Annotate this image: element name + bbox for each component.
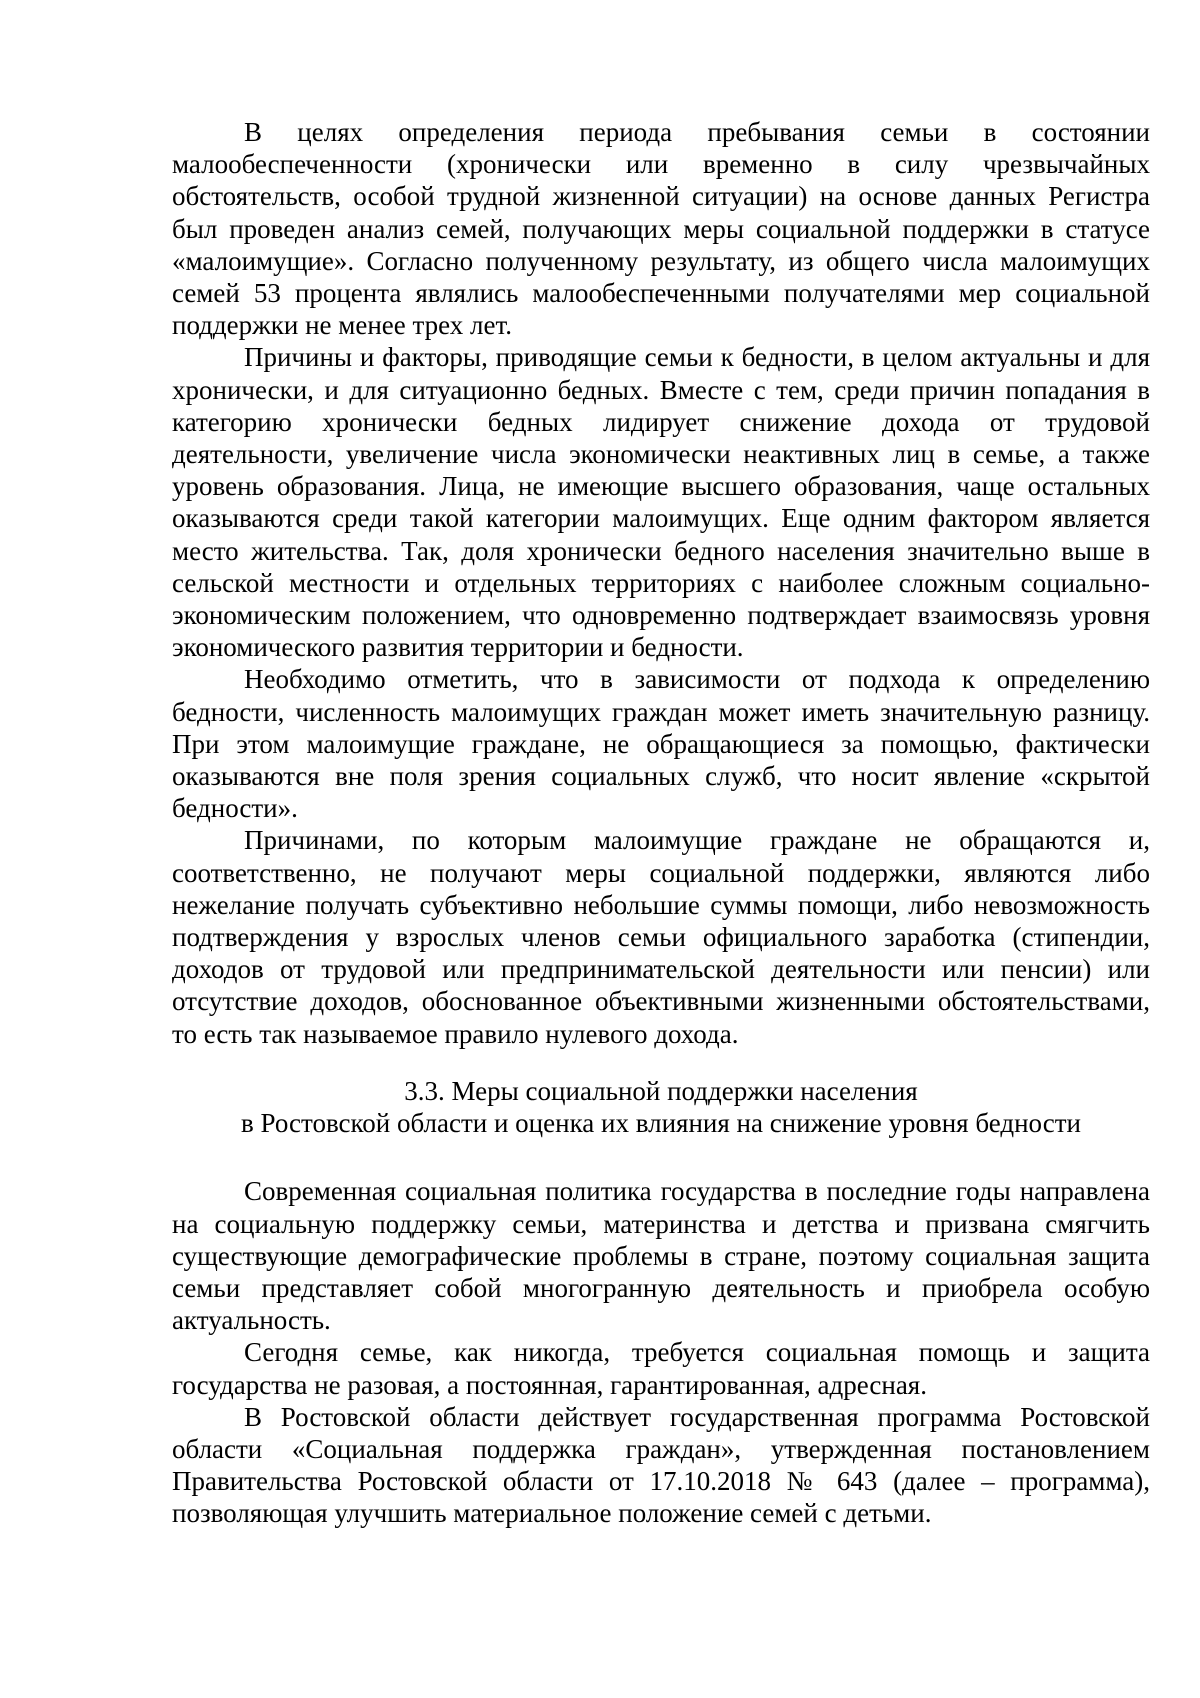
section-heading-line-2: в Ростовской области и оценка их влияния на снижение уровня бедности (241, 1108, 1081, 1139)
paragraph-non-application-reasons: Причинами, по которым малоимущие граждане не обращаются и, соответственно, не получают меры социальной поддержки, являются либо нежелание получать субъективно небольшие суммы помощи, либо невозможность подтверждения у взрослых членов семьи официального заработка (стипендии, доходов от трудовой или предпринимательской деятельности или пенсии) или отсутствие доходов, обоснованное объективными жизненными обстоятельствами, то есть так называемое правило нулевого дохода. (172, 825, 1150, 1049)
document-page (172, 116, 1150, 1530)
paragraph-hidden-poverty: Необходимо отметить, что в зависимости от подхода к определению бедности, численность малоимущих граждан может иметь значительную разницу. При этом малоимущие граждане, не обращающиеся за помощью, фактически оказываются вне поля зрения социальных служб, что носит явление «скрытой бедности». (172, 664, 1150, 824)
paragraph-poverty-causes: Причины и факторы, приводящие семьи к бедности, в целом актуальны и для хронически, и для ситуационно бедных. Вместе с тем, среди причин попадания в категорию хронически бедных лидирует снижение дохода от трудовой деятельности, увеличение числа экономически неактивных лиц в семье, а также уровень образования. Лица, не имеющие высшего образования, чаще остальных оказываются среди такой категории малоимущих. Еще одним фактором является место жительства. Так, доля хронически бедного населения значительно выше в сельской местности и отдельных территориях с наиболее сложным социально-экономическим положением, что одновременно подтверждает взаимосвязь уровня экономического развития территории и бедности. (172, 342, 1150, 663)
paragraph-social-policy: Современная социальная политика государства в последние годы направлена на социальную поддержку семьи, материнства и детства и призвана смягчить существующие демографические проблемы в стране, поэтому социальная защита семьи представляет собой многогранную деятельность и приобрела особую актуальность. (172, 1176, 1150, 1336)
paragraph-state-program: В Ростовской области действует государственная программа Ростовской области «Социальная поддержка граждан», утвержденная постановлением Правительства Ростовской области от 17.10.2018 № 643 (далее – программа), позволяющая улучшить материальное положение семей с детьми. (172, 1401, 1150, 1529)
paragraph-poverty-duration: В целях определения периода пребывания семьи в состоянии малообеспеченности (хронически или временно в силу чрезвычайных обстоятельств, особой трудной жизненной ситуации) на основе данных Регистра был проведен анализ семей, получающих меры социальной поддержки в статусе «малоимущие». Согласно полученному результату, из общего числа малоимущих семей 53 процента являлись малообеспеченными получателями мер социальной поддержки не менее трех лет. (172, 117, 1150, 341)
section-heading-line-1: 3.3. Меры социальной поддержки населения (404, 1075, 918, 1106)
paragraph-family-support: Сегодня семье, как никогда, требуется социальная помощь и защита государства не разовая, а постоянная, гарантированная, адресная. (172, 1337, 1150, 1400)
section-heading (172, 1075, 1150, 1139)
